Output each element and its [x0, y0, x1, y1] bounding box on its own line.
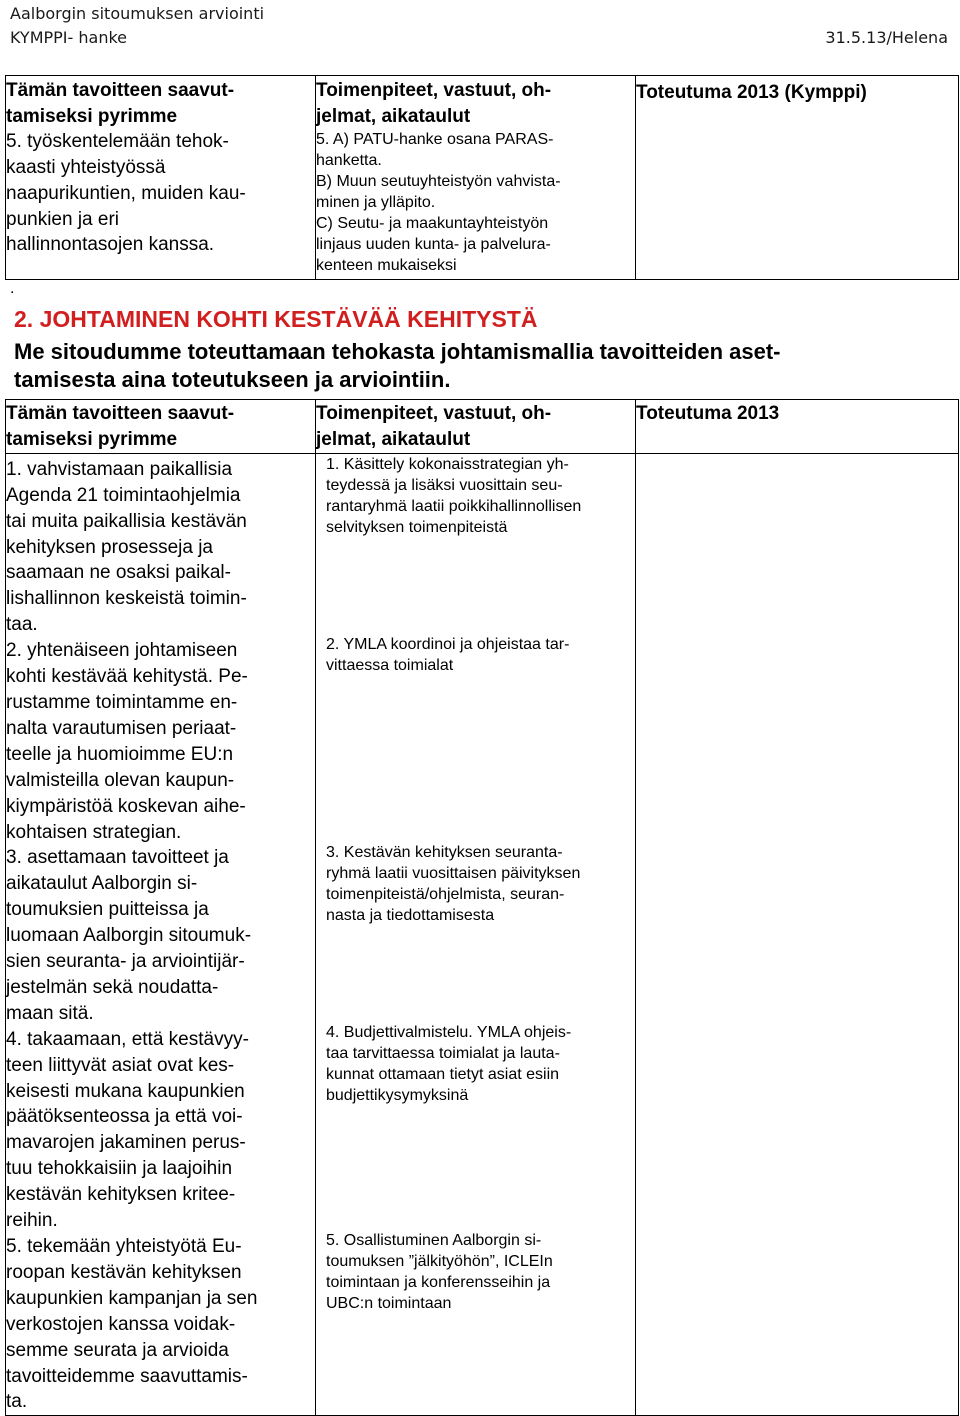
actions-cell [316, 76, 636, 280]
goal-item-2: 2. yhtenäiseen johtamiseen kohti kestävää kehitystä. Pe- rustamme toimintamme en- nalta varautumisen periaat- teelle ja huomioimme EU:n valmisteilla olevan kaupun- kiympäristöä koskevan aihe- kohtaisen strategian. [6, 640, 248, 843]
action-item-4: 4. Budjettivalmistelu. YMLA ohjeis- taa tarvittaessa toimialat ja lauta- kunnat ottamaan tietyt asiat esiin budjettikysymyksinä [326, 1023, 572, 1104]
column-heading-result: Toteutuma 2013 [636, 403, 780, 424]
stray-dot: . [10, 280, 15, 297]
goal-table-top [5, 75, 959, 280]
column-heading-actions: Toimenpiteet, vastuut, oh- jelmat, aikataulut [316, 80, 552, 127]
goal-table-main [5, 399, 959, 1416]
table-header-row [6, 400, 959, 454]
table-row [6, 453, 959, 1416]
action-item-5: 5. Osallistuminen Aalborgin si- toumuksen ”jälkityöhön”, ICLEIn toimintaan ja konferensseihin ja UBC:n toimintaan [326, 1231, 553, 1312]
column-heading-result: Toteutuma 2013 (Kymppi) [636, 82, 867, 103]
goal-item-4: 4. takaamaan, että kestävyy- teen liittyvät asiat ovat kes- keisesti mukana kaupunkien päätöksenteossa ja että voi- mavarojen jakaminen perus- tuu tehokkaisiin ja laajoihin kestävän kehityksen kritee- reihin. [6, 1028, 249, 1232]
goal-text: 5. työskentelemään tehok- kaasti yhteistyössä naapurikuntien, muiden kau- punkien ja eri hallinnontasojen kanssa. [6, 131, 246, 256]
column-heading-goal: Tämän tavoitteen saavut- tamiseksi pyrimme [6, 403, 235, 450]
actions-cell [316, 453, 636, 1416]
document-title: Aalborgin sitoumuksen arviointi [10, 4, 265, 23]
goal-item-1: 1. vahvistamaan paikallisia Agenda 21 toimintaohjelmia tai muita paikallisia kestävän kehityksen prosesseja ja saamaan ne osaksi paikal- lishallinnon keskeistä toimin- taa. [6, 458, 247, 636]
project-name: KYMPPI- hanke [10, 28, 127, 47]
action-item-2: 2. YMLA koordinoi ja ohjeistaa tar- vittaessa toimialat [326, 635, 570, 674]
goal-item-3: 3. asettamaan tavoitteet ja aikataulut Aalborgin si- toumuksien puitteissa ja luomaan Aalborgin sitoumuk- sien seuranta- ja arviointijär- jestelmän sekä noudatta- maan sitä. [6, 847, 252, 1024]
header-cell-goal [6, 400, 316, 454]
goals-cell [6, 453, 316, 1416]
goal-cell [6, 76, 316, 280]
actions-text: 5. A) PATU-hanke osana PARAS- hanketta. B) Muun seutuyhteistyön vahvista- minen ja ylläpito. C) Seutu- ja maakuntayhteistyön linjaus uuden kunta- ja palvelura- kenteen mukaiseksi [316, 131, 561, 275]
section-title: 2. JOHTAMINEN KOHTI KESTÄVÄÄ KEHITYSTÄ [14, 306, 538, 332]
action-item-3: 3. Kestävän kehityksen seuranta- ryhmä laatii vuosittaisen päivityksen toimenpiteistä/ohjelmista, seuran- nasta ja tiedottamisesta [326, 843, 581, 924]
document-header [10, 2, 264, 50]
header-cell-actions [316, 400, 636, 454]
column-heading-goal: Tämän tavoitteen saavut- tamiseksi pyrimme [6, 80, 235, 127]
date-author: 31.5.13/Helena [825, 28, 948, 47]
column-heading-actions: Toimenpiteet, vastuut, oh- jelmat, aikataulut [316, 403, 552, 450]
action-item-1: 1. Käsittely kokonaisstrategian yh- teydessä ja lisäksi vuosittain seu- rantaryhmä laatii poikkihallinnollisen selvityksen toimenpiteistä [326, 455, 582, 536]
result-cell [636, 453, 959, 1416]
section-commitment: Me sitoudumme toteuttamaan tehokasta johtamismallia tavoitteiden aset- tamisesta aina toteutukseen ja arviointiin. [14, 339, 781, 392]
goal-item-5: 5. tekemään yhteistyötä Eu- roopan kestävän kehityksen kaupunkien kampanjan ja sen verkostojen kanssa voidak- semme seurata ja arvioida tavoitteidemme saavuttamis- ta. [6, 1236, 258, 1413]
header-cell-result [636, 400, 959, 454]
result-cell [636, 76, 959, 280]
table-row [6, 76, 959, 280]
